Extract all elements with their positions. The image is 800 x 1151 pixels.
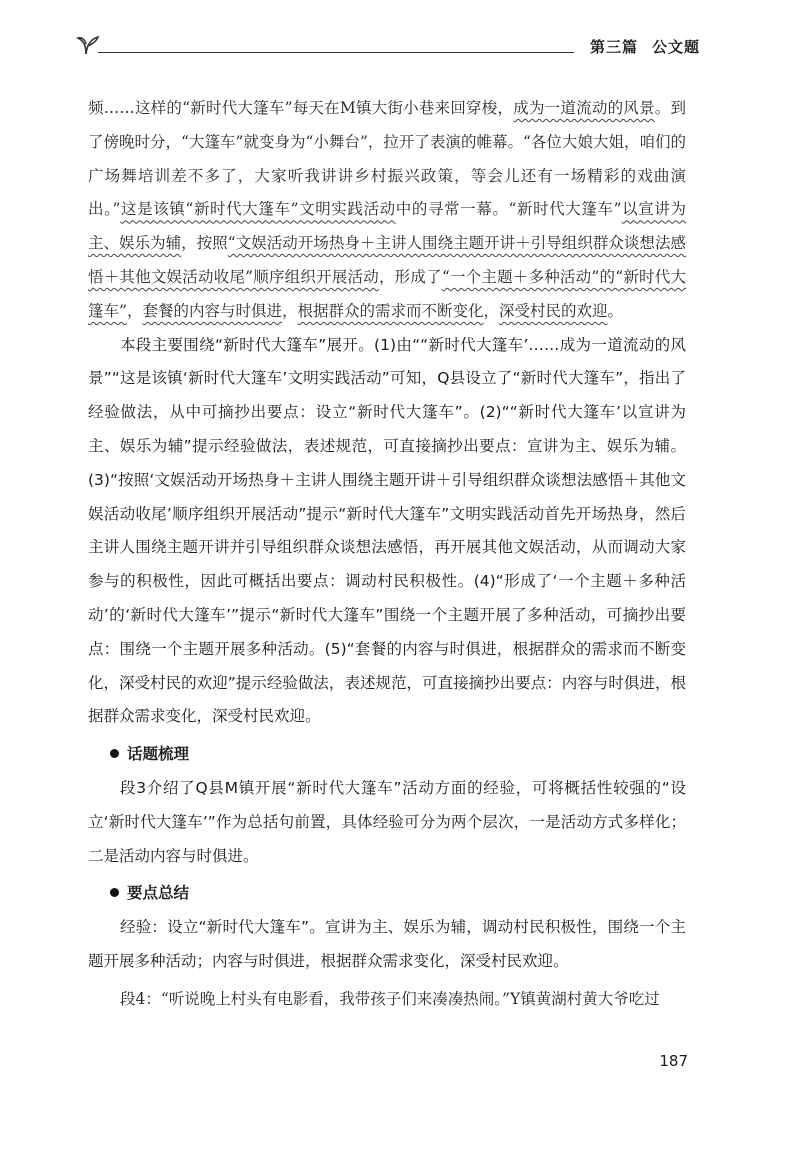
heading-text: 要点总结 [127,884,190,903]
next-passage: 段4：“听说晚上村头有电影看，我带孩子们来凑凑热闹。”Y镇黄湖村黄大爷吃过 [120,989,660,1008]
quoted-passage [88,92,686,329]
page-body [88,92,686,1017]
topic-paragraph: 段3介绍了Q县M镇开展“新时代大篷车”活动方面的经验，可将概括性较强的“设立‘新时代大篷车’”作为总括句前置，具体经验可分为两个层次，一是活动方式多样化；二是活动内容与时俱进。 [88,778,686,865]
bullet-icon [110,749,119,758]
underlined-phrase: 成为一道流动的风景 [513,99,655,117]
underlined-phrase: 以宣讲为主、娱乐为辅 [88,200,686,253]
underlined-phrase: 深受村民的欢迎 [499,301,608,320]
underlined-phrase: “一个主题＋多种活动”的“新时代大篷车” [88,267,686,320]
summary-heading [88,877,686,911]
text-span: 。 [607,301,624,320]
topic-heading [88,738,686,772]
heading-text: 话题梳理 [127,745,190,764]
text-span: 中的寻常一幕。“新时代大篷车” [395,200,622,219]
header-rule [98,52,574,53]
underlined-phrase: “文娱活动开场热身＋主讲人围绕主题开讲＋引导组织群众谈想法感悟＋其他文娱活动收尾”顺序组织开展活动 [88,234,686,286]
text-span: 频……这样的“新时代大篷车”每天在M镇大街小巷来回穿梭， [88,99,514,117]
text-span: ， [126,301,143,320]
section-label: 第三篇 [589,38,638,56]
page-number: 187 [659,1052,688,1070]
text-span: 。到了傍晚时分，“大篷车”就变身为“小舞台”，拉开了表演的帷幕。“各位大娘大姐，咱们的广场舞培训差不多了，大家听我讲讲乡村振兴政策，等会儿还有一场精彩的戏曲演出。” [88,99,686,219]
page-header [72,30,700,60]
analysis-paragraph: 本段主要围绕“新时代大篷车”展开。(1)由““新时代大篷车’……成为一道流动的风景”“这是该镇‘新时代大篷车’文明实践活动”可知，Q县设立了“新时代大篷车”，指出了经验做法，从中可摘抄出要点：设立“新时代大篷车”。(2)““新时代大篷车’以宣讲为主、娱乐为辅”提示经验做法，表述规范，可直接摘抄出要点：宣讲为主、娱乐为辅。(3)“按照‘文娱活动开场热身＋主讲人围绕主题开讲＋引导组织群众谈想法感悟＋其他文娱活动收尾’顺序组织开展活动”提示“新时代大篷车”文明实践活动首先开场热身，然后主讲人围绕主题开讲并引导组织群众谈想法感悟，再开展其他文娱活动，从而调动大家参与的积极性，因此可概括出要点：调动村民积极性。(4)“形成了‘一个主题＋多种活动’的‘新时代大篷车’”提示“新时代大篷车”围绕一个主题开展了多种活动，可摘抄出要点：围绕一个主题开展多种活动。(5)“套餐的内容与时俱进，根据群众的需求而不断变化，深受村民的欢迎”提示经验做法，表述规范，可直接摘抄出要点：内容与时俱进，根据群众需求变化，深受村民欢迎。 [88,335,686,726]
text-span: ， [281,301,298,320]
text-span: ， [483,301,500,320]
bullet-icon [110,888,119,897]
section-title [590,36,700,57]
section-name: 公文题 [651,38,700,56]
underlined-phrase: 这是该镇“新时代大篷车”文明实践活动 [120,200,396,219]
summary-paragraph: 经验：设立“新时代大篷车”。宣讲为主、娱乐为辅，调动村民积极性，围绕一个主题开展多种活动；内容与时俱进，根据群众需求变化，深受村民欢迎。 [88,918,686,970]
text-span: ，形成了 [378,267,442,286]
text-span: ，按照 [181,234,228,253]
underlined-phrase: 套餐的内容与时俱进 [142,301,282,320]
underlined-phrase: 根据群众的需求而不断变化 [297,301,484,320]
